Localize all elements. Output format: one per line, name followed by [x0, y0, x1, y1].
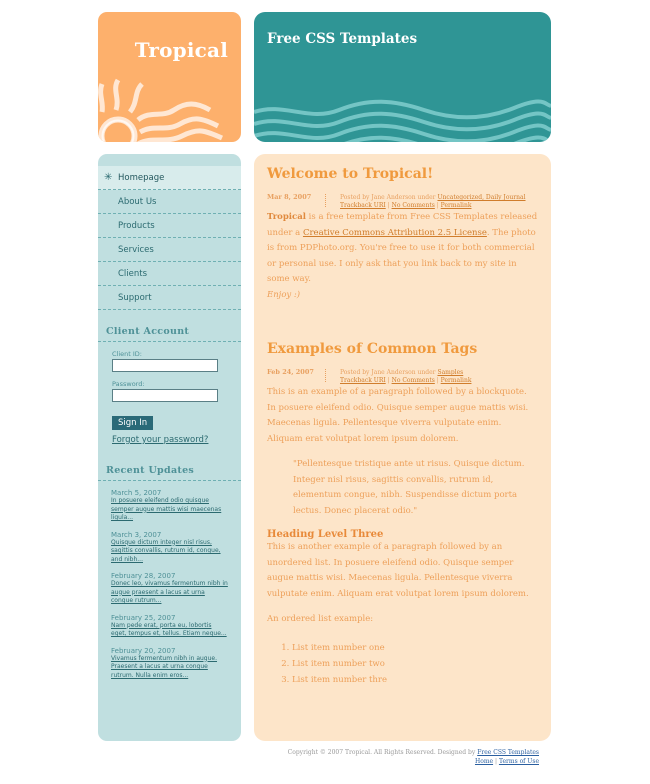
- list-item: [111, 572, 228, 606]
- nav-item-about-us[interactable]: [98, 190, 241, 214]
- list-item: [111, 489, 228, 523]
- footer-separator: |: [494, 758, 498, 765]
- update-link[interactable]: In posuere eleifend odio quisque semper augue mattis wisi maecenas ligula...: [111, 497, 222, 521]
- logo-box: [98, 12, 241, 142]
- list-item: 2. List item number two: [292, 656, 538, 672]
- trackback-link[interactable]: Trackback URI: [340, 201, 386, 209]
- comments-link[interactable]: No Comments: [391, 376, 435, 384]
- nav-item-homepage[interactable]: [98, 166, 241, 190]
- waves-icon: [254, 82, 551, 142]
- forgot-password-link[interactable]: Forgot your password?: [112, 435, 209, 445]
- header-banner: [254, 12, 551, 142]
- main-content: [254, 154, 551, 741]
- footer: [254, 748, 539, 766]
- paragraph: This is an example of a paragraph followed by a blockquote. In posuere eleifend odio. Quisque semper augue mattis wisi. Maecenas ligula. Pellentesque viverra vulputate enim. Aliquam erat volutpat lorem ipsum dolorem.: [267, 387, 529, 444]
- sidebar: [98, 154, 241, 741]
- home-link[interactable]: Home: [474, 758, 494, 765]
- update-link[interactable]: Quisque dictum integer nisl risus, sagittis convallis, rutrum id, congue, and nibh...: [111, 538, 221, 563]
- body-text: . The photo is from PDPhoto.org. You're free to use it for both commercial or personal use. I only ask that you link back to my site in some way.: [267, 227, 536, 284]
- brand-name: Tropical: [267, 212, 306, 222]
- update-date: March 5, 2007: [111, 489, 162, 497]
- post-meta: [267, 194, 538, 209]
- list-item: 3. List item number thre: [292, 672, 538, 688]
- nav-item-label: About Us: [118, 197, 157, 207]
- list-item: [111, 531, 228, 565]
- update-date: February 25, 2007: [111, 613, 176, 622]
- license-link[interactable]: Creative Commons Attribution 2.5 License: [302, 227, 487, 238]
- post-meta: [267, 369, 538, 384]
- update-date: February 28, 2007: [111, 572, 176, 580]
- comments-link[interactable]: No Comments: [391, 201, 435, 209]
- post-date: Feb 24, 2007: [267, 369, 326, 382]
- body-text: is a free template from Free CSS Templates released under a: [267, 212, 538, 238]
- list-item: 1. List item number one: [292, 640, 538, 656]
- designer-link[interactable]: Free CSS Templates: [477, 749, 539, 756]
- client-id-label: Client ID:: [112, 350, 142, 358]
- terms-link[interactable]: Terms of Use: [498, 758, 539, 765]
- post-title[interactable]: Examples of Common Tags: [267, 341, 478, 357]
- post-byline: Posted by Jane Anderson under Samples Trackback URI | No Comments | Permalink: [340, 369, 472, 384]
- nav-item-label: Clients: [118, 269, 148, 279]
- post-title[interactable]: Welcome to Tropical!: [267, 166, 434, 182]
- post-byline: Posted by Jane Anderson under Uncategorized, Daily Journal Trackback URI | No Comments | Permalink: [340, 194, 526, 209]
- heading-level-three: Heading Level Three: [267, 529, 384, 540]
- update-date: March 3, 2007: [111, 530, 162, 539]
- posted-by-text: Posted by Jane Anderson under: [340, 194, 436, 201]
- nav-item-label: Support: [118, 293, 152, 303]
- asterisk-icon: ✳: [104, 172, 113, 183]
- client-id-input[interactable]: [112, 359, 218, 372]
- closing-text: Enjoy :): [267, 289, 301, 300]
- blockquote: "Pellentesque tristique ante ut risus. Quisque dictum. Integer nisl risus, sagittis convallis, rutrum id, elementum congue, nibh. Suspendisse dictum porta lectus. Donec placerat odio.": [293, 459, 525, 516]
- site-title[interactable]: Tropical: [134, 38, 228, 62]
- ordered-list: [267, 640, 538, 688]
- sign-in-button[interactable]: Sign In: [112, 416, 153, 430]
- nav-item-products[interactable]: [98, 214, 241, 238]
- update-link[interactable]: Nam pede erat, porta eu, lobortis eget, tempus et, tellus. Etiam neque...: [111, 621, 227, 637]
- paragraph: This is another example of a paragraph followed by an unordered list. In posuere eleifend odio. Quisque semper augue mattis wisi. Maecenas ligula. Pellentesque viverra vulputate enim. Aliquam erat volutpat lorem ipsum dolorem.: [267, 542, 529, 599]
- post-examples: [254, 303, 551, 688]
- recent-updates-heading: Recent Updates: [98, 465, 241, 481]
- login-form: [98, 342, 241, 445]
- permalink-link[interactable]: Permalink: [440, 201, 472, 209]
- category-link[interactable]: Samples: [437, 369, 464, 376]
- list-item: [111, 647, 228, 681]
- post-welcome: [254, 154, 551, 303]
- permalink-link[interactable]: Permalink: [440, 376, 472, 384]
- main-nav: [98, 166, 241, 310]
- nav-item-label: Products: [118, 221, 155, 231]
- recent-updates-list: [98, 481, 241, 680]
- sun-icon: [98, 32, 241, 142]
- nav-item-label: Homepage: [118, 173, 165, 183]
- nav-item-support[interactable]: [98, 286, 241, 310]
- update-link[interactable]: Vivamus fermentum nibh in augue. Praesent a lacus at urna congue rutrum. Nulla enim eros...: [111, 654, 218, 679]
- update-date: February 20, 2007: [111, 646, 176, 655]
- password-input[interactable]: [112, 389, 218, 402]
- nav-item-services[interactable]: [98, 238, 241, 262]
- post-date: Mar 8, 2007: [267, 194, 326, 207]
- trackback-link[interactable]: Trackback URI: [340, 376, 386, 384]
- nav-item-clients[interactable]: [98, 262, 241, 286]
- list-caption: An ordered list example:: [267, 614, 374, 624]
- site-slogan: Free CSS Templates: [267, 31, 418, 47]
- update-link[interactable]: Donec leo, vivamus fermentum nibh in augue praesent a lacus at urna congue rutrum...: [111, 580, 228, 604]
- list-item: [111, 614, 228, 639]
- password-label: Password:: [112, 380, 145, 388]
- category-link[interactable]: Uncategorized, Daily Journal: [437, 194, 526, 201]
- posted-by-text: Posted by Jane Anderson under: [340, 369, 436, 376]
- nav-item-label: Services: [118, 245, 154, 255]
- copyright-text: Copyright © 2007 Tropical. All Rights Reserved. Designed by: [287, 749, 476, 756]
- post-body: [267, 210, 538, 303]
- client-account-heading: Client Account: [98, 326, 241, 342]
